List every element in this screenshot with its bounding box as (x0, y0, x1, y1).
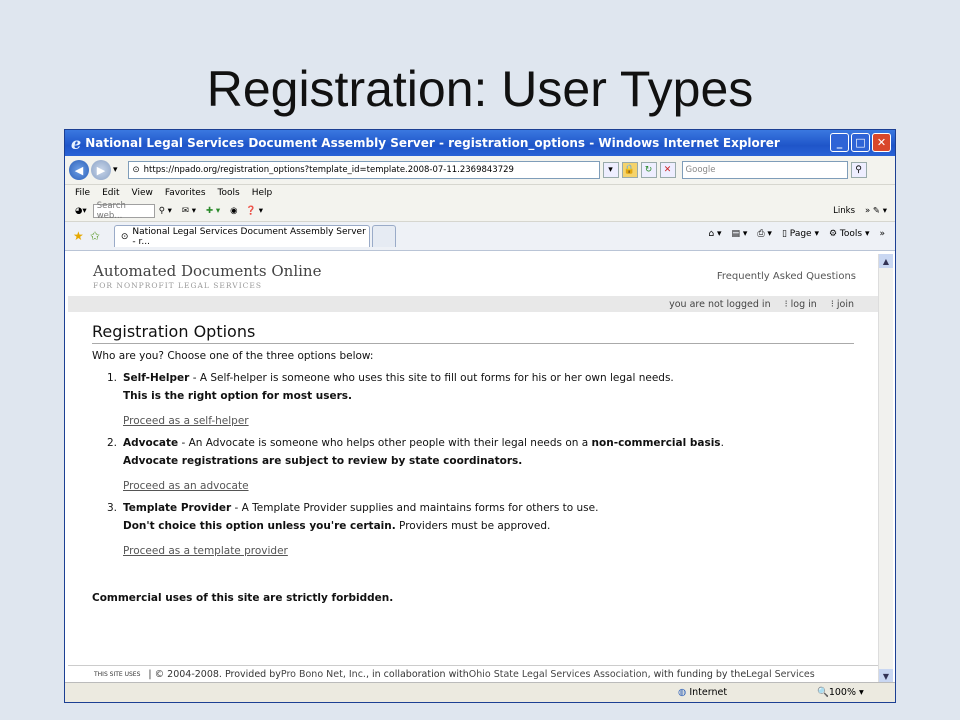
page-icon: ⊙ (132, 165, 140, 175)
option-note-rest: Providers must be approved. (395, 520, 551, 532)
forbidden-notice: Commercial uses of this site are strictly forbidden. (92, 592, 394, 604)
option-desc: - An Advocate is someone who helps other people with their legal needs on a (178, 437, 592, 449)
zoom-control[interactable]: 🔍100% ▾ (817, 687, 864, 698)
ie-logo-icon: e (71, 133, 82, 153)
history-dropdown-icon[interactable]: ▾ (113, 165, 118, 175)
home-icon[interactable]: ⌂ ▾ (708, 229, 722, 239)
proceed-advocate-link[interactable]: Proceed as an advocate (123, 480, 249, 492)
tools-menu-label: Tools (839, 229, 863, 239)
menu-file[interactable]: File (75, 188, 91, 198)
site-uses-badge: THIS SITE USES (94, 671, 141, 678)
help-icon[interactable]: ❓ ▾ (245, 206, 264, 216)
option-name: Self-Helper (123, 372, 190, 384)
add-icon[interactable]: ✚ ▾ (206, 206, 221, 216)
option-template-provider (107, 502, 854, 557)
address-dropdown-icon[interactable]: ▾ (603, 162, 619, 178)
footer-link-probononet[interactable]: Pro Bono Net, Inc. (280, 669, 366, 680)
option-note: Don't choice this option unless you're certain. (123, 520, 396, 532)
scroll-up-icon[interactable]: ▲ (879, 254, 893, 268)
tools-menu[interactable]: ⚙ Tools ▾ (828, 229, 870, 239)
address-bar[interactable] (128, 161, 600, 179)
option-number: 3. (107, 502, 118, 514)
option-note: This is the right option for most users. (123, 390, 353, 402)
extra-toolbar-icon[interactable]: » ✎ ▾ (865, 206, 887, 216)
zoom-value: 100% (828, 687, 857, 698)
faq-link[interactable]: Frequently Asked Questions (716, 271, 856, 282)
site-name[interactable]: Automated Documents Online (93, 262, 322, 280)
login-link-label: log in (790, 298, 817, 310)
search-input[interactable]: Google (682, 161, 848, 179)
tab-page-icon: ⊙ (120, 231, 129, 242)
forward-button[interactable]: ▶ (91, 160, 111, 180)
new-tab-button[interactable] (372, 225, 396, 247)
page-menu[interactable]: ▯ Page ▾ (781, 229, 819, 239)
footer-text-3: , with funding by the (647, 669, 747, 680)
slide-title: Registration: User Types (206, 61, 754, 117)
print-icon[interactable]: ⎙ ▾ (757, 229, 772, 239)
status-zone-label: Internet (689, 687, 728, 698)
proceed-self-helper-link[interactable]: Proceed as a self-helper (123, 415, 249, 427)
browser-window (64, 129, 896, 703)
proceed-template-provider-link[interactable]: Proceed as a template provider (123, 545, 288, 557)
login-link[interactable]: ⁝ log in (784, 298, 817, 310)
vertical-scrollbar[interactable] (878, 254, 893, 683)
login-bar (68, 296, 878, 312)
close-button[interactable]: ✕ (872, 133, 891, 152)
info-icon[interactable]: ◉ (230, 206, 238, 216)
menu-bar (65, 185, 895, 201)
option-desc: - A Template Provider supplies and maintains forms for others to use. (231, 502, 599, 514)
window-title: National Legal Services Document Assembly Server - registration_options - Windows Internet Explorer (85, 136, 780, 150)
page-heading: Registration Options (92, 322, 854, 344)
address-row (65, 156, 895, 185)
option-number: 2. (107, 437, 118, 449)
footer-link-legal-services[interactable]: Legal Services (746, 669, 815, 680)
login-status: you are not logged in (669, 298, 771, 310)
lock-icon[interactable]: 🔒 (622, 162, 638, 178)
option-self-helper (107, 372, 854, 427)
tab-active[interactable] (114, 225, 370, 247)
zoom-icon: 🔍 (817, 687, 829, 698)
main (68, 312, 878, 604)
join-link-label: join (836, 298, 854, 310)
more-icon[interactable]: » (879, 229, 885, 239)
toolbar-search-input[interactable]: Search web... (93, 204, 155, 218)
tab-row (65, 222, 895, 251)
feeds-icon[interactable]: ▤ ▾ (731, 229, 748, 239)
option-number: 1. (107, 372, 118, 384)
minimize-button[interactable]: _ (830, 133, 849, 152)
refresh-icon[interactable]: ↻ (641, 162, 657, 178)
option-desc-end: . (720, 437, 724, 449)
back-button[interactable]: ◀ (69, 160, 89, 180)
page-menu-label: Page (789, 229, 812, 239)
favorites-star-icon[interactable]: ★ (73, 229, 84, 243)
menu-tools[interactable]: Tools (217, 188, 240, 198)
footer-text-2: , in collaboration with (365, 669, 469, 680)
option-name: Template Provider (123, 502, 232, 514)
stop-icon[interactable]: ✕ (660, 162, 676, 178)
toolbar: ◕ ▾ Search web... ⚲ ▾ ✉ ▾ ✚ ▾ ◉ ❓ ▾ Links » ✎ ▾ (65, 201, 895, 222)
option-advocate (107, 437, 854, 492)
tab-title: National Legal Services Document Assembly Server - r... (132, 226, 366, 247)
intro-text: Who are you? Choose one of the three options below: (92, 350, 374, 362)
menu-help[interactable]: Help (251, 188, 273, 198)
search-icon[interactable]: ⚲ (851, 162, 867, 178)
menu-view[interactable]: View (131, 188, 153, 198)
links-label[interactable]: Links (833, 206, 855, 216)
footer-text-1: | © 2004-2008. Provided by (148, 669, 281, 680)
internet-zone (678, 687, 727, 698)
address-url: https://npado.org/registration_options?template_id=template.2008-07-11.2369843729 (143, 165, 514, 175)
toolbar-logo-icon[interactable]: ◕ (75, 206, 83, 216)
menu-favorites[interactable]: Favorites (164, 188, 206, 198)
site-header (68, 254, 878, 296)
title-bar (65, 130, 895, 156)
page-content (68, 254, 878, 683)
globe-icon: ◍ (678, 687, 687, 698)
option-name: Advocate (123, 437, 179, 449)
add-favorites-icon[interactable]: ✩ (89, 229, 100, 243)
menu-edit[interactable]: Edit (102, 188, 120, 198)
option-desc: - A Self-helper is someone who uses this site to fill out forms for his or her own legal needs. (189, 372, 674, 384)
page-footer (68, 665, 878, 683)
option-note: Advocate registrations are subject to review by state coordinators. (123, 455, 523, 467)
maximize-button[interactable]: □ (851, 133, 870, 152)
site-tagline: FOR NONPROFIT LEGAL SERVICES (93, 281, 263, 290)
mail-icon[interactable]: ✉ ▾ (181, 206, 196, 216)
footer-link-oslsa[interactable]: Ohio State Legal Services Association (468, 669, 648, 680)
option-desc-bold: non-commercial basis (591, 437, 721, 449)
toolbar-search-icon[interactable]: ⚲ ▾ (158, 206, 172, 216)
join-link[interactable]: ⁝ join (830, 298, 854, 310)
command-bar (708, 229, 885, 239)
scroll-down-icon[interactable]: ▼ (879, 669, 893, 683)
status-bar (65, 682, 895, 702)
